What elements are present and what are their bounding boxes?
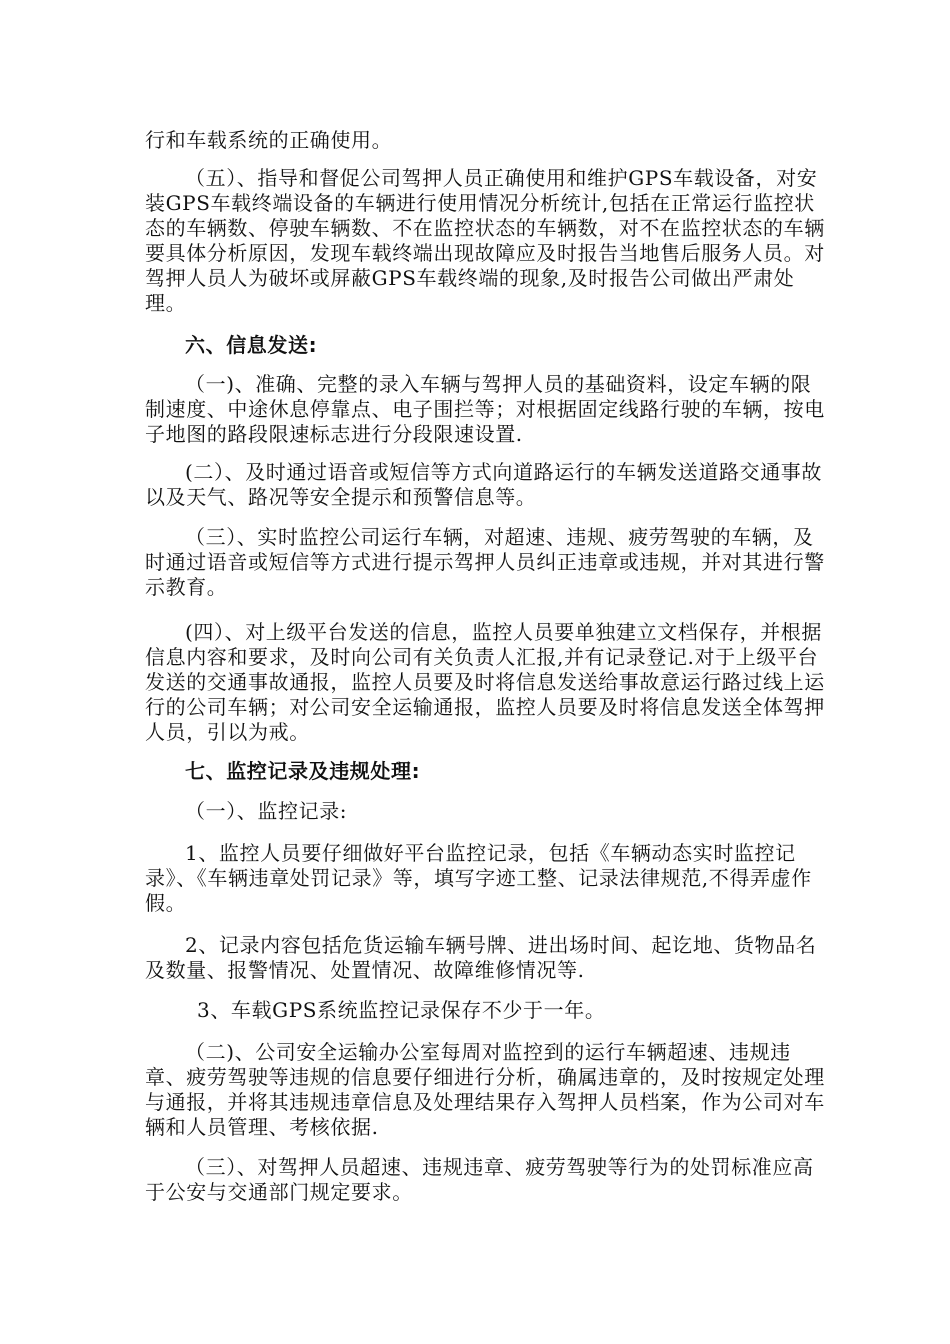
paragraph-7-1-2: 2、记录内容包括危货运输车辆号牌、进出场时间、起讫地、货物品名及数量、报警情况、处置情况、故障维修情况等. [145, 933, 817, 982]
paragraph-7-3: （三）、对驾押人员超速、违规违章、疲劳驾驶等行为的处罚标准应高于公安与交通部门规定要求。 [145, 1155, 814, 1204]
paragraph-6-2: (二）、及时通过语音或短信等方式向道路运行的车辆发送道路交通事故以及天气、路况等安全提示和预警信息等。 [145, 460, 823, 509]
paragraph-6-4: (四）、对上级平台发送的信息，监控人员要单独建立文档保存，并根据信息内容和要求，及时向公司有关负责人汇报,并有记录登记.对于上级平台发送的交通事故通报，监控人员要及时将信息发送给事故意运行路过线上运行的公司车辆；对公司安全运输通报，监控人员要及时将信息发送全体驾押人员，引以为戒。 [145, 620, 825, 744]
paragraph-7-1-3: 3、车载GPS系统监控记录保存不少于一年。 [197, 998, 606, 1022]
paragraph-item-5: （五）、指导和督促公司驾押人员正确使用和维护GPS车载设备，对安装GPS车载终端设备的车辆进行使用情况分析统计,包括在正常运行监控状态的车辆数、停驶车辆数、不在监控状态的车辆数，对不在监控状态的车辆要具体分析原因，发现车载终端出现故障应及时报告当地售后服务人员。对驾押人员人为破坏或屏蔽GPS车载终端的现象,及时报告公司做出严肃处理。 [145, 166, 825, 315]
paragraph-6-1: （一)、准确、完整的录入车辆与驾押人员的基础资料，设定车辆的限制速度、中途休息停靠点、电子围拦等；对根据固定线路行驶的车辆，按电子地图的路段限速标志进行分段限速设置. [145, 372, 825, 446]
paragraph-7-2: （二)、公司安全运输办公室每周对监控到的运行车辆超速、违规违章、疲劳驾驶等违规的信息要仔细进行分析，确属违章的，及时按规定处理与通报，并将其违规违章信息及处理结果存入驾押人员档案，作为公司对车辆和人员管理、考核依据. [145, 1040, 825, 1139]
paragraph-6-3: （三）、实时监控公司运行车辆，对超速、违规、疲劳驾驶的车辆，及时通过语音或短信等方式进行提示驾押人员纠正违章或违规，并对其进行警示教育。 [145, 525, 825, 599]
section-heading-6: 六、信息发送: [185, 333, 318, 357]
paragraph-7-1: （一）、监控记录: [185, 799, 348, 823]
paragraph-7-1-1: 1、监控人员要仔细做好平台监控记录，包括《车辆动态实时监控记录》、《车辆违章处罚记录》等，填写字迹工整、记录法律规范,不得弄虚作假。 [145, 841, 812, 915]
section-heading-7: 七、监控记录及违规处理: [185, 759, 421, 783]
paragraph-intro: 行和车载系统的正确使用。 [145, 128, 393, 152]
